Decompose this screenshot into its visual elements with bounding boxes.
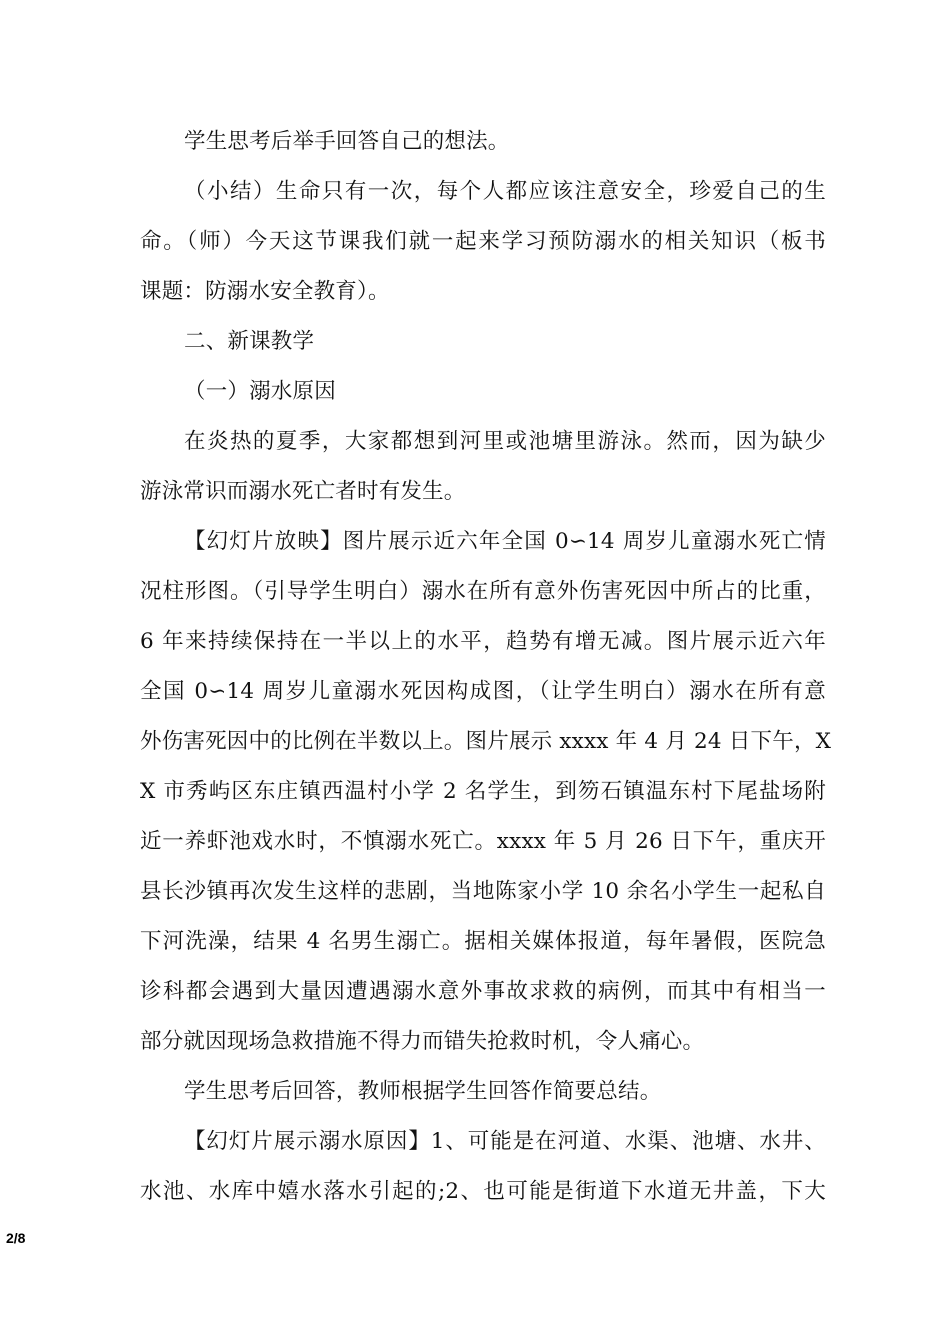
paragraph-line: （小结）生命只有一次，每个人都应该注意安全，珍爱自己的生 (184, 179, 826, 204)
paragraph-line: 全国 0∽14 周岁儿童溺水死因构成图，（让学生明白）溺水在所有意 (140, 679, 826, 704)
paragraph-line: X 市秀屿区东庄镇西温村小学 2 名学生，到笏石镇温东村下尾盐场附 (140, 779, 826, 804)
paragraph-line: 在炎热的夏季，大家都想到河里或池塘里游泳。然而，因为缺少 (184, 429, 826, 454)
section-heading: 二、新课教学 (184, 329, 315, 354)
paragraph-line: 县长沙镇再次发生这样的悲剧，当地陈家小学 10 余名小学生一起私自 (140, 879, 826, 904)
paragraph-line: 部分就因现场急救措施不得力而错失抢救时机，令人痛心。 (140, 1029, 705, 1054)
subsection-heading: （一）溺水原因 (184, 379, 336, 404)
paragraph-line: 【幻灯片放映】图片展示近六年全国 0∽14 周岁儿童溺水死亡情 (184, 529, 826, 554)
paragraph-line: 学生思考后举手回答自己的想法。 (184, 129, 510, 154)
paragraph-line: 6 年来持续保持在一半以上的水平，趋势有增无减。图片展示近六年 (140, 629, 826, 654)
paragraph-line: 学生思考后回答，教师根据学生回答作简要总结。 (184, 1079, 662, 1104)
paragraph-line: 游泳常识而溺水死亡者时有发生。 (140, 479, 466, 504)
paragraph-line: 况柱形图。（引导学生明白）溺水在所有意外伤害死因中所占的比重， (140, 579, 826, 604)
paragraph-line: 外伤害死因中的比例在半数以上。图片展示 xxxx 年 4 月 24 日下午，X (140, 729, 832, 754)
paragraph-line: 近一养虾池戏水时，不慎溺水死亡。xxxx 年 5 月 26 日下午，重庆开 (140, 829, 826, 854)
paragraph-line: 诊科都会遇到大量因遭遇溺水意外事故求救的病例，而其中有相当一 (140, 979, 826, 1004)
paragraph-line: 水池、水库中嬉水落水引起的;2、也可能是街道下水道无井盖，下大 (140, 1179, 826, 1204)
paragraph-line: 下河洗澡，结果 4 名男生溺亡。据相关媒体报道，每年暑假，医院急 (140, 929, 826, 954)
paragraph-line: 【幻灯片展示溺水原因】1、可能是在河道、水渠、池塘、水井、 (184, 1129, 826, 1154)
page-number: 2/8 (6, 1230, 26, 1246)
paragraph-line: 课题：防溺水安全教育）。 (140, 279, 390, 304)
paragraph-line: 命。（师）今天这节课我们就一起来学习预防溺水的相关知识（板书 (140, 229, 826, 254)
